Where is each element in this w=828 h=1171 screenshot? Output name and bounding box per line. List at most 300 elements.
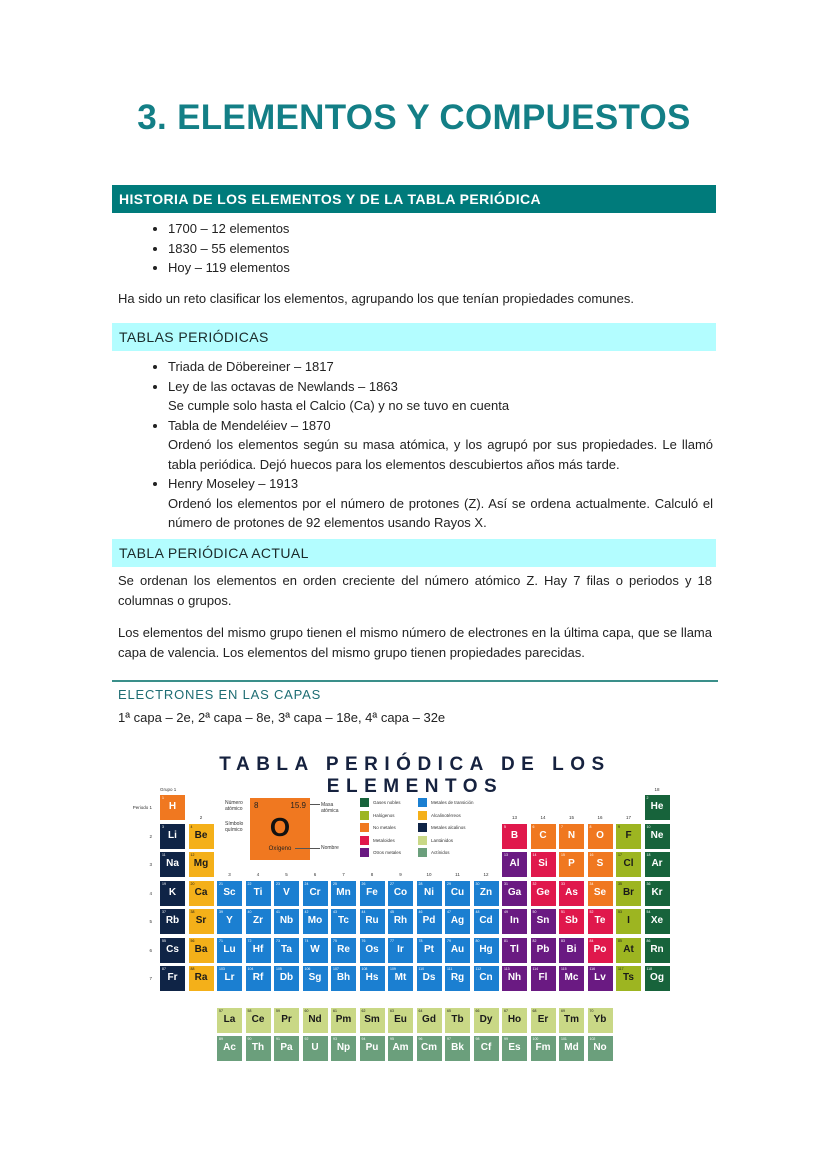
atomic-number: 27 — [390, 881, 394, 886]
element-cell-mc — [559, 966, 584, 991]
element-symbol: Ge — [536, 886, 550, 898]
atomic-number: 79 — [447, 938, 451, 943]
element-cell-bk — [445, 1036, 470, 1061]
element-cell-kr — [645, 881, 670, 906]
element-symbol: Rf — [252, 972, 264, 983]
element-cell-lr — [217, 966, 242, 991]
element-cell-f — [616, 824, 641, 849]
element-symbol: Ir — [397, 943, 404, 955]
group-label: 4 — [256, 872, 260, 877]
element-symbol: In — [510, 915, 519, 926]
element-cell-cr — [303, 881, 328, 906]
legend-swatch — [360, 798, 369, 807]
element-symbol: Pa — [280, 1041, 293, 1053]
element-cell-sm — [360, 1008, 385, 1033]
atomic-number: 1 — [162, 796, 164, 800]
legend-label: Metales de transición — [431, 800, 474, 805]
element-cell-sb — [559, 909, 584, 934]
item-title: Henry Moseley – 1913 — [168, 476, 299, 491]
element-symbol: Cd — [479, 915, 493, 926]
legend-item-la — [418, 836, 453, 845]
element-cell-zr — [246, 909, 271, 934]
atomic-number: 13 — [504, 853, 508, 857]
element-cell-al — [502, 852, 527, 877]
group-label: 8 — [370, 872, 374, 877]
atomic-number: 76 — [361, 938, 366, 943]
element-symbol: Y — [226, 915, 233, 926]
element-cell-xe — [645, 909, 670, 934]
atomic-number: 85 — [618, 938, 622, 943]
atomic-number: 49 — [504, 910, 508, 914]
element-cell-pd — [417, 909, 442, 934]
element-symbol: Sb — [565, 915, 578, 926]
element-symbol: I — [627, 915, 630, 926]
historia-paragraph: Ha sido un reto clasificar los elementos, agrupando los que tenían propiedades comunes. — [118, 291, 634, 306]
group-label: 13 — [511, 815, 517, 820]
atomic-number: 114 — [532, 967, 539, 971]
element-symbol: O — [596, 829, 604, 841]
element-cell-in — [502, 909, 527, 934]
group-label: 9 — [399, 872, 402, 877]
element-cell-pb — [531, 938, 556, 963]
element-cell-re — [331, 938, 356, 963]
element-cell-te — [588, 909, 613, 934]
element-symbol: Tc — [338, 915, 349, 926]
legend-swatch — [418, 798, 427, 807]
element-symbol: Ac — [223, 1041, 236, 1053]
atomic-number: 113 — [504, 967, 510, 971]
element-symbol: Eu — [394, 1014, 407, 1025]
atomic-number: 74 — [304, 938, 309, 943]
atomic-number: 15 — [561, 853, 565, 857]
atomic-number: 104 — [247, 967, 254, 971]
element-symbol: Cl — [623, 858, 634, 869]
atomic-number: 52 — [589, 910, 594, 914]
atomic-number: 28 — [418, 881, 423, 886]
element-symbol: Ta — [281, 943, 292, 955]
atomic-number: 44 — [361, 910, 366, 914]
atomic-number: 46 — [418, 910, 423, 914]
atomic-number: 18 — [646, 853, 651, 857]
atomic-number: 60 — [304, 1009, 309, 1013]
group-label: 5 — [285, 872, 288, 877]
atomic-number: 48 — [475, 910, 480, 914]
element-symbol: Fr — [167, 972, 178, 983]
element-cell-hf — [246, 938, 271, 963]
element-cell-pt — [417, 938, 442, 963]
atomic-number: 77 — [390, 938, 394, 943]
legend-item-nm — [360, 823, 396, 832]
key-label-symbol: Símbolo químico — [225, 821, 244, 833]
section-heading-actual: TABLA PERIÓDICA ACTUAL — [112, 539, 716, 567]
atomic-number: 25 — [333, 881, 337, 886]
element-cell-og — [645, 966, 670, 991]
element-symbol: Rh — [393, 915, 408, 926]
element-symbol: Ag — [450, 915, 465, 926]
element-cell-y — [217, 909, 242, 934]
atomic-number: 80 — [475, 938, 480, 943]
group-label: 11 — [455, 872, 460, 877]
element-symbol: Np — [336, 1041, 351, 1053]
element-symbol: Nh — [507, 972, 522, 983]
element-symbol: Li — [168, 829, 177, 841]
element-cell-lu — [217, 938, 242, 963]
atomic-number: 103 — [219, 967, 225, 971]
actual-paragraph-2: Los elementos del mismo grupo tienen el mismo número de electrones en la última capa, que se llama capa de valencia. Los elementos del mismo grupo tienen propiedades parecidas. — [118, 625, 712, 660]
atomic-number: 72 — [247, 938, 252, 943]
atomic-number: 116 — [589, 967, 596, 971]
group-label: 12 — [483, 872, 489, 877]
element-cell-v — [274, 881, 299, 906]
element-cell-mt — [388, 966, 413, 991]
element-symbol: Mn — [336, 886, 351, 898]
atomic-number: 36 — [646, 881, 651, 886]
atomic-number: 32 — [532, 881, 537, 886]
element-symbol: Db — [279, 972, 294, 983]
atomic-number: 16 — [589, 853, 594, 857]
section-heading-historia: HISTORIA DE LOS ELEMENTOS Y DE LA TABLA PERIÓDICA — [112, 185, 716, 213]
key-connector — [295, 848, 320, 849]
atomic-number: 64 — [418, 1009, 423, 1013]
element-symbol: Cm — [420, 1041, 438, 1053]
group-label: 16 — [597, 815, 603, 820]
legend-swatch — [418, 836, 427, 845]
atomic-number: 102 — [589, 1036, 596, 1041]
list-item: • Hoy – 119 elementos — [168, 258, 713, 278]
element-cell-tl — [502, 938, 527, 963]
atomic-number: 75 — [333, 938, 337, 943]
section-heading-electrones: ELECTRONES EN LAS CAPAS — [112, 680, 718, 702]
legend-item-md — [360, 836, 395, 845]
element-symbol: S — [596, 858, 604, 869]
atomic-number: 96 — [418, 1036, 423, 1041]
element-symbol: Hf — [252, 943, 264, 955]
element-cell-be — [189, 824, 214, 849]
element-symbol: Fm — [535, 1041, 551, 1053]
list-item — [168, 416, 713, 475]
legend-swatch — [360, 848, 369, 857]
element-symbol: Sr — [195, 915, 207, 926]
element-symbol: Os — [365, 943, 379, 955]
legend-swatch — [360, 823, 369, 832]
element-symbol: Rb — [165, 915, 180, 926]
element-symbol: Tb — [451, 1014, 464, 1025]
element-symbol: Sm — [364, 1014, 380, 1025]
element-cell-fm — [531, 1036, 556, 1061]
atomic-number: 12 — [190, 853, 195, 857]
atomic-number: 90 — [247, 1036, 252, 1041]
element-cell-hs — [360, 966, 385, 991]
atomic-number: 39 — [219, 910, 223, 914]
group-label: 3 — [228, 872, 231, 877]
atomic-number: 112 — [475, 967, 482, 971]
element-symbol: Sn — [536, 915, 550, 926]
atomic-number: 29 — [447, 881, 451, 886]
atomic-number: 62 — [361, 1009, 366, 1013]
atomic-number: 35 — [618, 881, 622, 886]
element-symbol: B — [510, 829, 519, 841]
element-cell-yb — [588, 1008, 613, 1033]
element-symbol: Xe — [650, 915, 664, 926]
element-symbol: Nb — [279, 915, 294, 926]
atomic-number: 84 — [589, 938, 594, 943]
atomic-number: 33 — [561, 881, 565, 886]
atomic-number: 30 — [475, 881, 480, 886]
legend-item-hal — [360, 811, 395, 820]
electrones-text: 1ª capa – 2e, 2ª capa – 8e, 3ª capa – 18e, 4ª capa – 32e — [118, 710, 446, 725]
element-symbol: Cn — [479, 972, 493, 983]
element-symbol: Hs — [365, 972, 379, 983]
element-symbol: Lv — [594, 972, 606, 983]
group-label: 2 — [199, 815, 203, 820]
element-cell-zn — [474, 881, 499, 906]
atomic-number: 117 — [618, 967, 624, 971]
element-symbol: Mg — [193, 858, 209, 869]
atomic-number: 11 — [162, 853, 166, 857]
element-symbol: Kr — [651, 886, 663, 898]
group-label: 14 — [540, 815, 546, 820]
atomic-number: 81 — [504, 938, 508, 943]
key-symbol: O — [269, 812, 291, 842]
atomic-number: 61 — [333, 1009, 337, 1013]
element-cell-br — [616, 881, 641, 906]
element-symbol: La — [223, 1014, 236, 1025]
element-symbol: K — [168, 886, 177, 898]
legend-swatch — [360, 811, 369, 820]
legend-label: Metaloides — [373, 837, 395, 843]
atomic-number: 93 — [333, 1036, 337, 1041]
atomic-number: 41 — [276, 910, 280, 914]
actual-paragraph-1: Se ordenan los elementos en orden creciente del número atómico Z. Hay 7 filas o periodos y 18 columnas o grupos. — [118, 573, 712, 608]
element-cell-lv — [588, 966, 613, 991]
element-cell-li — [160, 824, 185, 849]
group-label: 15 — [568, 815, 574, 820]
atomic-number: 20 — [190, 881, 195, 886]
element-cell-ne — [645, 824, 670, 849]
list-item: • 1700 – 12 elementos — [168, 219, 713, 239]
element-cell-ni — [417, 881, 442, 906]
key-label-mass: Masa atómica — [321, 802, 339, 814]
atomic-number: 109 — [390, 967, 396, 971]
element-cell-ds — [417, 966, 442, 991]
atomic-number: 108 — [361, 967, 368, 971]
element-symbol: Cu — [450, 886, 465, 898]
list-item: • 1830 – 55 elementos — [168, 239, 713, 259]
legend-label: Alcalinotérreos — [431, 812, 461, 818]
element-cell-gd — [417, 1008, 442, 1033]
period-label: Periodo 1 — [132, 805, 152, 810]
element-symbol: Mo — [307, 915, 323, 926]
element-cell-se — [588, 881, 613, 906]
element-cell-hg — [474, 938, 499, 963]
element-symbol: Al — [509, 858, 520, 869]
atomic-number: 115 — [561, 967, 567, 971]
atomic-number: 94 — [361, 1036, 366, 1041]
element-cell-ti — [246, 881, 271, 906]
element-symbol: Am — [392, 1041, 409, 1053]
list-item — [168, 357, 713, 377]
element-cell-bi — [559, 938, 584, 963]
atomic-number: 7 — [561, 824, 563, 829]
element-cell-rg — [445, 966, 470, 991]
element-cell-th — [246, 1036, 271, 1061]
key-label-atomic-number: Número atómico — [225, 800, 243, 812]
element-cell-c — [531, 824, 556, 849]
element-cell-ra — [189, 966, 214, 991]
element-cell-w — [303, 938, 328, 963]
legend-label: Otros metales — [373, 850, 402, 855]
group-label: 10 — [426, 872, 432, 877]
atomic-number: 69 — [561, 1009, 565, 1013]
list-item — [168, 474, 713, 533]
legend-label: Metales alcalinos — [431, 825, 466, 830]
element-symbol: Na — [166, 858, 179, 869]
element-symbol: Bi — [566, 943, 577, 955]
element-cell-as — [559, 881, 584, 906]
atomic-number: 54 — [646, 910, 651, 914]
element-cell-ca — [189, 881, 214, 906]
page-title: 3. ELEMENTOS Y COMPUESTOS — [137, 98, 691, 137]
atomic-number: 82 — [532, 938, 537, 943]
group-label: 17 — [625, 815, 631, 820]
atomic-number: 110 — [418, 967, 425, 971]
element-symbol: Er — [537, 1014, 549, 1025]
item-title: Triada de Döbereiner – 1817 — [168, 359, 334, 374]
element-cell-p — [559, 852, 584, 877]
atomic-number: 57 — [219, 1009, 223, 1013]
legend-item-am — [418, 823, 466, 832]
atomic-number: 83 — [561, 938, 565, 943]
element-symbol: Dy — [479, 1014, 493, 1025]
element-cell-o — [588, 824, 613, 849]
element-cell-rh — [388, 909, 413, 934]
element-cell-ar — [645, 852, 670, 877]
element-symbol: No — [593, 1041, 607, 1053]
key-connector — [310, 804, 320, 805]
element-symbol: Si — [538, 858, 548, 869]
period-label: 2 — [149, 833, 152, 839]
periodic-table-title: TABLA PERIÓDICA DE LOS ELEMENTOS — [219, 754, 611, 797]
atomic-number: 95 — [390, 1036, 394, 1041]
atomic-number: 99 — [504, 1036, 508, 1041]
atomic-number: 111 — [447, 967, 453, 971]
element-symbol: Ru — [365, 915, 379, 926]
element-symbol: Co — [393, 886, 408, 898]
element-cell-dy — [474, 1008, 499, 1033]
element-symbol: Pu — [365, 1041, 379, 1053]
element-cell-rb — [160, 909, 185, 934]
element-cell-ts — [616, 966, 641, 991]
legend-item-ac — [418, 848, 450, 857]
legend-label: Actínidos — [431, 850, 450, 855]
element-cell-u — [303, 1036, 328, 1061]
atomic-number: 58 — [247, 1009, 252, 1013]
element-symbol: Mt — [394, 972, 407, 983]
element-symbol: Fe — [366, 886, 378, 898]
element-symbol: V — [283, 886, 290, 898]
element-symbol: Ti — [253, 886, 263, 898]
element-symbol: Lu — [223, 943, 236, 955]
element-cell-db — [274, 966, 299, 991]
atomic-number: 78 — [418, 938, 423, 943]
element-symbol: P — [568, 858, 575, 869]
element-symbol: Ts — [623, 972, 634, 983]
element-symbol: Bk — [451, 1041, 464, 1053]
item-title: Tabla de Mendeléiev – 1870 — [168, 417, 331, 433]
element-symbol: Cf — [480, 1041, 492, 1053]
element-cell-n — [559, 824, 584, 849]
atomic-number: 55 — [162, 938, 166, 943]
atomic-number: 38 — [190, 910, 195, 914]
element-symbol: Lr — [224, 972, 235, 983]
element-cell-np — [331, 1036, 356, 1061]
item-title: Ley de las octavas de Newlands – 1863 — [168, 378, 398, 394]
element-cell-ta — [274, 938, 299, 963]
element-symbol: Rg — [450, 972, 465, 983]
key-mass: 15.9 — [290, 801, 306, 810]
element-symbol: U — [311, 1041, 319, 1053]
element-cell-tm — [559, 1008, 584, 1033]
atomic-number: 87 — [162, 967, 166, 971]
atomic-number: 106 — [304, 967, 311, 971]
element-symbol: C — [539, 829, 547, 841]
element-cell-rf — [246, 966, 271, 991]
element-cell-au — [445, 938, 470, 963]
group-label: 6 — [313, 872, 317, 877]
element-symbol: Zn — [479, 886, 493, 898]
legend-swatch — [360, 836, 369, 845]
element-symbol: Cr — [309, 886, 321, 898]
element-cell-ac — [217, 1036, 242, 1061]
atomic-number: 3 — [162, 824, 164, 829]
element-cell-sr — [189, 909, 214, 934]
element-symbol: Sg — [308, 972, 322, 983]
element-symbol: Yb — [593, 1014, 607, 1025]
element-cell-sn — [531, 909, 556, 934]
element-symbol: Og — [650, 972, 664, 983]
element-cell-ge — [531, 881, 556, 906]
atomic-number: 70 — [589, 1009, 594, 1013]
element-cell-ir — [388, 938, 413, 963]
item-detail: Ordenó los elementos por el número de protones (Z). Así se ordena actualmente. Calculó el número de protones de 92 elementos usando Rayos X. — [168, 495, 713, 530]
atomic-number: 67 — [504, 1009, 508, 1013]
element-cell-cn — [474, 966, 499, 991]
element-cell-s — [588, 852, 613, 877]
item-detail: Se cumple solo hasta el Calcio (Ca) y no se tuvo en cuenta — [168, 398, 510, 413]
element-cell-pm — [331, 1008, 356, 1033]
element-symbol: W — [310, 943, 320, 955]
atomic-number: 17 — [618, 853, 622, 857]
atomic-number: 26 — [361, 881, 366, 886]
element-cell-er — [531, 1008, 556, 1033]
atomic-number: 47 — [447, 910, 451, 914]
atomic-number: 66 — [475, 1009, 480, 1013]
atomic-number: 98 — [475, 1036, 480, 1041]
element-symbol: He — [650, 801, 664, 812]
element-symbol: Pb — [536, 943, 550, 955]
atomic-number: 5 — [504, 824, 506, 829]
group-label: 7 — [342, 872, 345, 877]
legend-item-ae — [418, 811, 461, 820]
key-label-name: Nombre — [321, 845, 339, 851]
element-cell-nd — [303, 1008, 328, 1033]
legend-swatch — [418, 811, 427, 820]
element-cell-he — [645, 795, 670, 820]
atomic-number: 4 — [190, 824, 193, 829]
element-symbol: Re — [337, 943, 350, 955]
element-symbol: Ba — [194, 943, 208, 955]
section-heading-tablas: TABLAS PERIÓDICAS — [112, 323, 716, 351]
